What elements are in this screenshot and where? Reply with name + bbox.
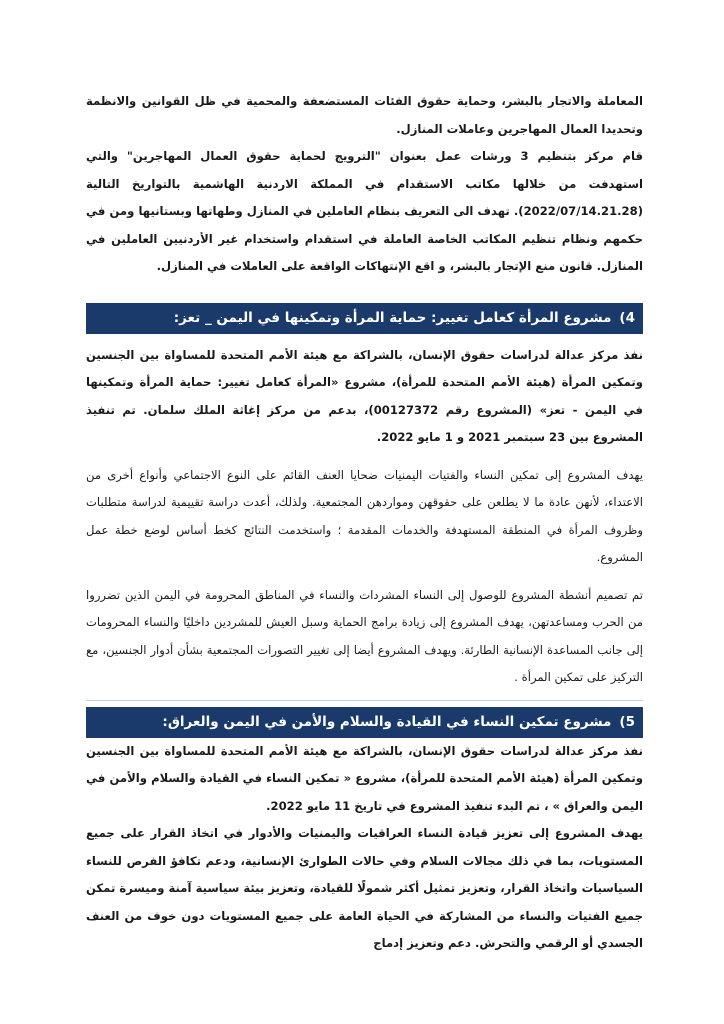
intro-paragraph-1: المعاملة والاتجار بالبشر، وحماية حقوق الفئات المستضعفة والمحمية في ظل القوانين والانظمة وتحديدا العمال المهاجرين وعاملات المنازل.	[86, 94, 643, 136]
section-5-heading	[86, 707, 643, 738]
section-5-paragraph-1: نفذ مركز عدالة لدراسات حقوق الإنسان، بالشراكة مع هيئة الأمم المتحدة للمساواة بين الجنسين وتمكين المرأة (هيئة الأمم المتحدة للمرأة)، مشروع « تمكين النساء في القيادة والسلام والأمن في اليمن والعراق » ، تم البدء تنفيذ المشروع في تاريخ 11 مايو 2022.	[86, 743, 643, 813]
section-4-heading	[86, 303, 643, 334]
section-4-title: مشروع المرأة كعامل تغيير: حماية المرأة وتمكينها في اليمن _ تعز:	[173, 309, 612, 326]
section-5-paragraph-2: يهدف المشروع إلى تعزيز قيادة النساء العراقيات واليمنيات والأدوار في اتخاذ القرار على جميع المستويات، بما في ذلك مجالات السلام وفي حالات الطوارئ الإنسانية، ودعم تكافؤ الفرص للنساء السياسيات واتخاذ القرار، وتعزيز تمثيل أكثر شمولًا للقيادة، وتعزيز بيئة سياسية آمنة وميسرة تمكن جميع الفتيات والنساء من المشاركة في الحياة العامة على جميع المستويات دون خوف من العنف الجسدي أو الرقمي والتحرش. دعم وتعزيز إدماج	[86, 826, 643, 950]
document-page	[86, 88, 643, 958]
section-4-paragraph-3: تم تصميم أنشطة المشروع للوصول إلى النساء المشردات والنساء في المناطق المحرومة في اليمن الذين تضرروا من الحرب ومساعدتهن، يهدف المشروع إلى زيادة برامج الحماية وسبل العيش للمشردين داخليًا والنساء المحرومات إلى جانب المساعدة الإنسانية الطارئة. ويهدف المشروع أيضا إلى تغيير التصورات المجتمعية بشأن أدوار الجنسين، مع التركيز على تمكين المرأة .	[86, 587, 643, 684]
section-5-title: مشروع تمكين النساء في القيادة والسلام والأمن في اليمن والعراق:	[162, 713, 612, 730]
section-4-paragraph-1: نفذ مركز عدالة لدراسات حقوق الإنسان، بالشراكة مع هيئة الأمم المتحدة للمساواة بين الجنسين وتمكين المرأة (هيئة الأمم المتحدة للمرأة)، مشروع «المرأة كعامل تغيير: حماية المرأة وتمكينها في اليمن - تعز» (المشروع رقم 00127372)، بدعم من مركز إغاثة الملك سلمان. تم تنفيذ المشروع بين 23 سبتمبر 2021 و 1 مايو 2022.	[86, 347, 644, 444]
section-4-number: 4)	[619, 309, 635, 326]
section-5-number: 5)	[619, 713, 635, 730]
section-separator	[86, 700, 643, 701]
intro-paragraph-2: قام مركز بتنظيم 3 ورشات عمل بعنوان "الترويج لحماية حقوق العمال المهاجرين" والتي استهدفت من خلالها مكاتب الاستقدام في المملكة الاردنية الهاشمية بالتواريخ التالية (2022/07/14.21.28). تهدف الى التعريف بنظام العاملين في المنازل وطهاتها وبستانيها ومن في حكمهم ونظام تنظيم المكاتب الخاصة العاملة في استقدام واستخدام غير الأردنيين العاملين في المنازل. قانون منع الإتجار بالبشر، و اقع الإنتهاكات الواقعة على العاملات في المنازل.	[86, 149, 643, 273]
section-4-paragraph-2: يهدف المشروع إلى تمكين النساء والفتيات اليمنيات ضحايا العنف القائم على النوع الاجتماعي وأنواع أخرى من الاعتداء، لأنهن عادة ما لا يطلعن على حقوقهن ومواردهن المجتمعية. ولذلك، أعدت دراسة تقييمية لدراسة متطلبات وظروف المرأة في المنطقة المستهدفة والخدمات المقدمة ؛ واستخدمت النتائج كخط أساس لوضع خطة عمل المشروع.	[86, 467, 643, 564]
